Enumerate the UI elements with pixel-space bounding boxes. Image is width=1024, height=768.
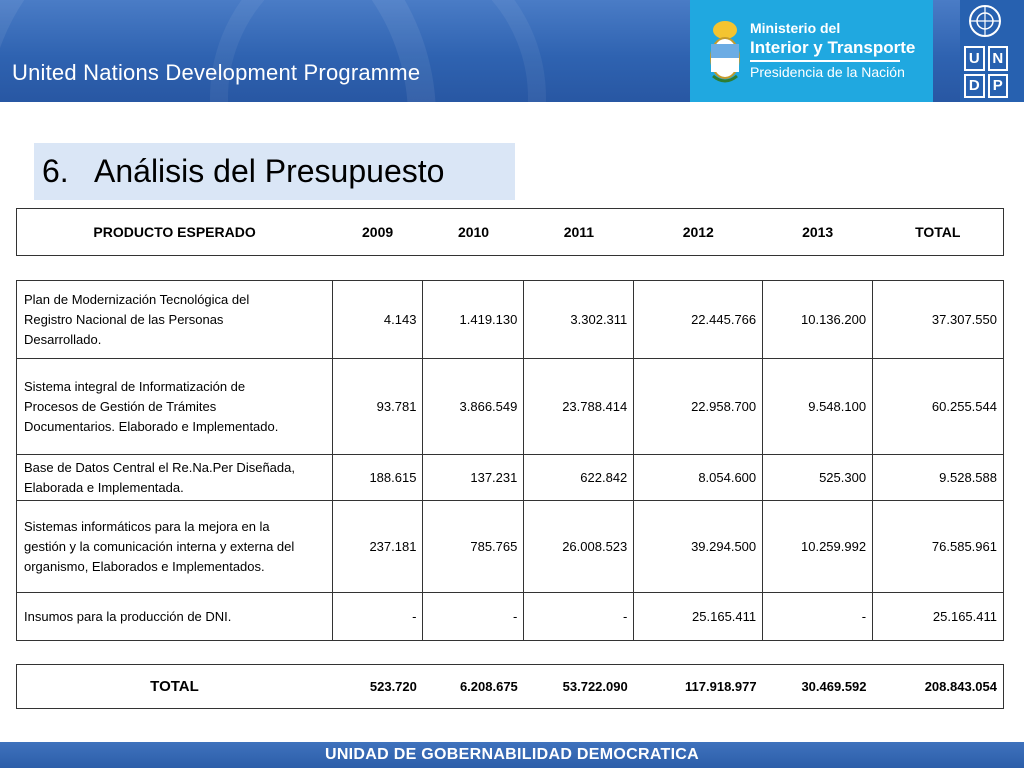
value-cell: - — [423, 593, 524, 641]
header-cell: 2010 — [457, 224, 490, 240]
table-row — [17, 359, 1004, 455]
table-row — [17, 501, 1004, 593]
value-cell: 26.008.523 — [524, 501, 634, 593]
value-cell: 22.958.700 — [634, 359, 763, 455]
value-cell: 622.842 — [524, 455, 634, 501]
page-title — [34, 143, 515, 200]
value-cell: 9.548.100 — [763, 359, 873, 455]
product-line: Plan de Modernización Tecnológica del — [24, 291, 250, 307]
value-cell: 137.231 — [423, 455, 524, 501]
un-emblem-watermark — [210, 0, 546, 102]
product-line: organismo, Elaborados e Implementados. — [24, 558, 265, 574]
product-line: Insumos para la producción de DNI. — [24, 608, 232, 624]
total-value: 523.720 — [369, 679, 417, 694]
section-number: 6. — [42, 153, 69, 189]
undp-letter: N — [988, 46, 1009, 71]
header-cell: TOTAL — [915, 224, 961, 240]
ministry-line-2: Interior y Transporte — [750, 38, 916, 57]
section-title: Análisis del Presupuesto — [94, 153, 445, 189]
value-cell: - — [763, 593, 873, 641]
product-line: gestión y la comunicación interna y externa del — [24, 538, 295, 554]
value-cell: 1.419.130 — [423, 281, 524, 359]
product-cell — [17, 501, 333, 593]
value-cell: 23.788.414 — [524, 359, 634, 455]
value-cell: 785.765 — [423, 501, 524, 593]
product-cell — [17, 281, 333, 359]
org-title: United Nations Development Programme — [12, 60, 421, 85]
product-cell — [17, 455, 333, 501]
undp-letter: P — [988, 74, 1009, 99]
argentina-shield-icon — [708, 16, 742, 86]
footer-bar — [0, 742, 1024, 768]
product-line: Documentarios. Elaborado e Implementado. — [24, 418, 279, 434]
value-cell: 188.615 — [332, 455, 423, 501]
value-cell: - — [524, 593, 634, 641]
total-value: 30.469.592 — [801, 679, 867, 694]
table-row — [17, 593, 1004, 641]
total-label: TOTAL — [150, 678, 199, 695]
product-cell — [17, 593, 333, 641]
header-cell: 2011 — [563, 224, 595, 240]
total-value: 6.208.675 — [459, 679, 518, 694]
product-line: Sistemas informáticos para la mejora en la — [24, 518, 270, 534]
undp-letter-grid — [964, 46, 1008, 98]
value-cell: 25.165.411 — [873, 593, 1004, 641]
total-value: 53.722.090 — [562, 679, 628, 694]
header-cell: 2009 — [362, 224, 394, 240]
value-cell: 4.143 — [332, 281, 423, 359]
value-cell: 10.259.992 — [763, 501, 873, 593]
un-globe-icon — [968, 4, 1002, 38]
table-row — [17, 455, 1004, 501]
value-cell: 60.255.544 — [873, 359, 1004, 455]
product-cell — [17, 359, 333, 455]
value-cell: 25.165.411 — [634, 593, 763, 641]
total-value: 208.843.054 — [924, 679, 997, 694]
value-cell: 3.302.311 — [524, 281, 634, 359]
value-cell: - — [332, 593, 423, 641]
value-cell: 237.181 — [332, 501, 423, 593]
product-line: Base de Datos Central el Re.Na.Per Diseñada, — [24, 459, 295, 475]
value-cell: 10.136.200 — [763, 281, 873, 359]
undp-letter: D — [964, 74, 985, 99]
value-cell: 3.866.549 — [423, 359, 524, 455]
value-cell: 9.528.588 — [873, 455, 1004, 501]
undp-letter: U — [964, 46, 985, 71]
value-cell: 93.781 — [332, 359, 423, 455]
value-cell: 525.300 — [763, 455, 873, 501]
total-row — [16, 664, 1004, 709]
header-cell: 2013 — [802, 224, 834, 240]
value-cell: 22.445.766 — [634, 281, 763, 359]
value-cell: 39.294.500 — [634, 501, 763, 593]
value-cell: 76.585.961 — [873, 501, 1004, 593]
table-row — [17, 281, 1004, 359]
product-line: Sistema integral de Informatización de — [24, 378, 246, 394]
product-line: Registro Nacional de las Personas — [24, 311, 224, 327]
value-cell: 8.054.600 — [634, 455, 763, 501]
product-line: Elaborada e Implementada. — [24, 479, 184, 495]
header-cell: PRODUCTO ESPERADO — [93, 224, 256, 240]
footer-text: UNIDAD DE GOBERNABILIDAD DEMOCRATICA — [324, 746, 700, 763]
ministry-line-3: Presidencia de la Nación — [750, 64, 905, 80]
value-cell: 37.307.550 — [873, 281, 1004, 359]
product-line: Procesos de Gestión de Trámites — [24, 398, 217, 414]
ministry-line-1: Ministerio del — [750, 20, 841, 36]
product-line: Desarrollado. — [24, 331, 102, 347]
total-value: 117.918.977 — [685, 679, 757, 694]
budget-table — [16, 280, 1004, 641]
table-header — [16, 208, 1004, 256]
undp-logo — [960, 0, 1024, 102]
header-cell: 2012 — [682, 224, 714, 240]
ministry-logo — [690, 0, 933, 102]
ministry-divider — [750, 60, 900, 62]
